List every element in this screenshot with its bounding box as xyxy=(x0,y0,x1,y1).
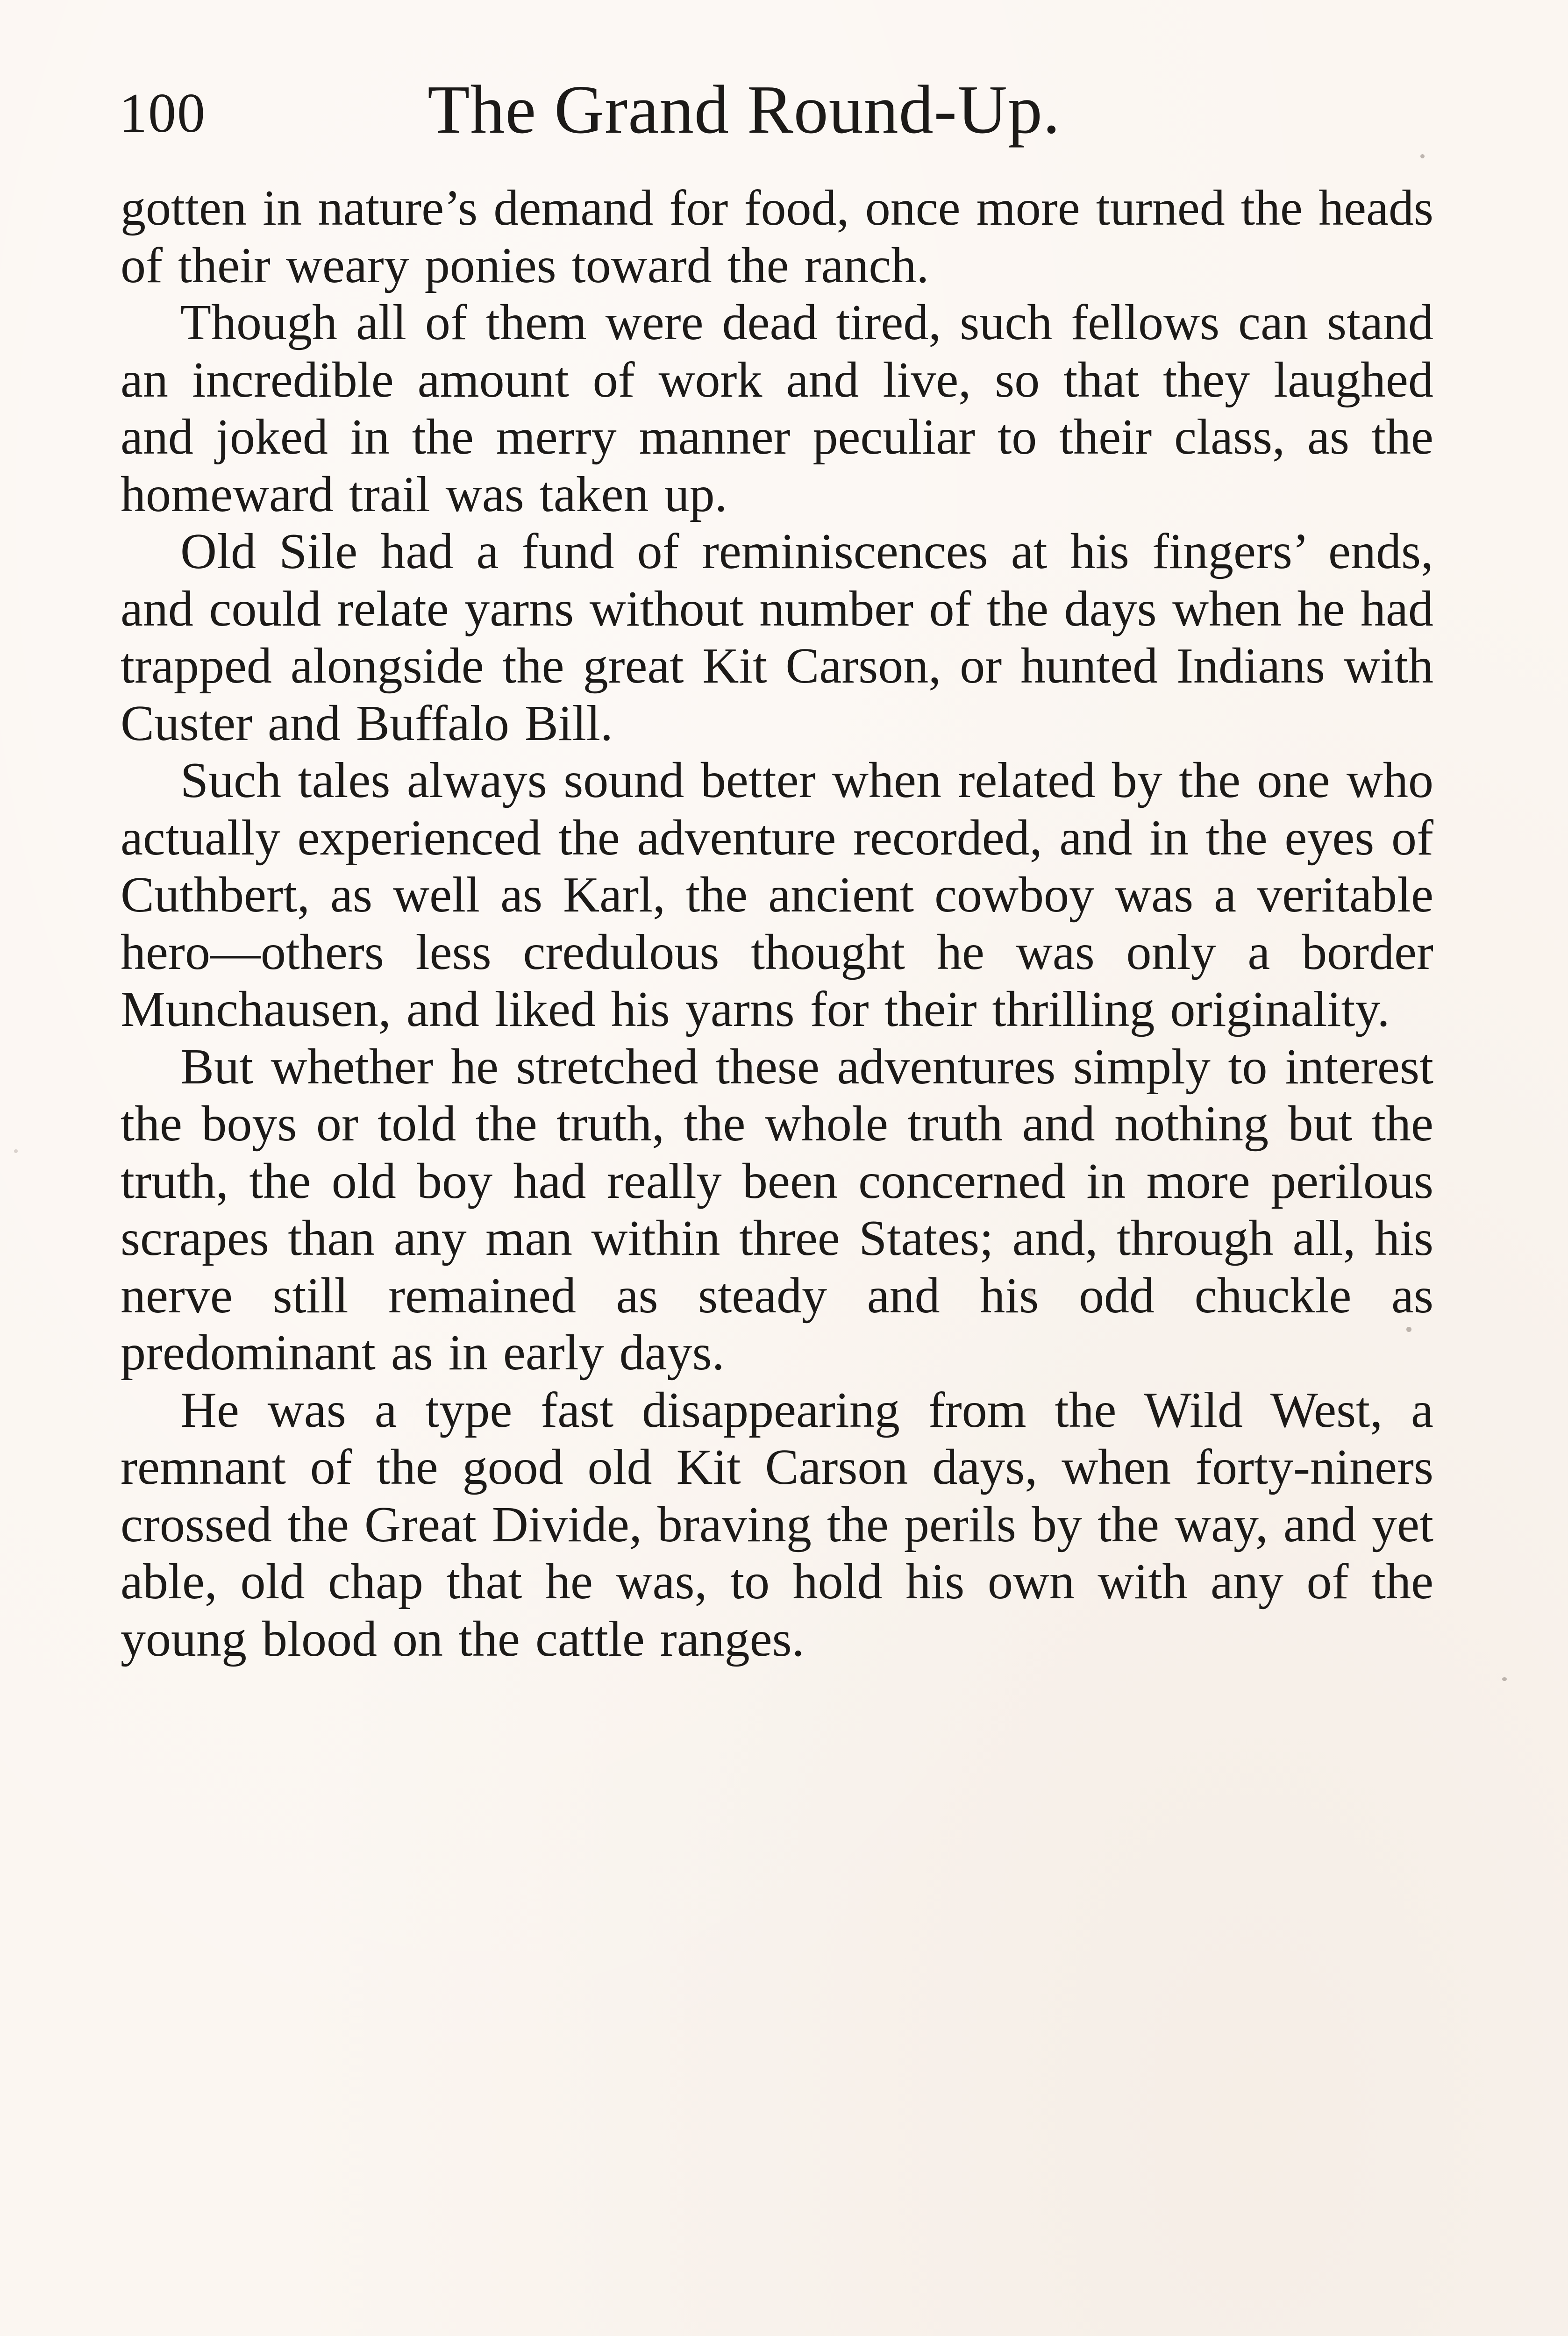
paper-speck xyxy=(1028,1289,1034,1297)
paragraph-2: Though all of them were dead tired, such fellows can stand an incredible amount of work and live, so that they laughed and joked in the merry manner peculiar to their class, as the homeward trail was taken up. xyxy=(121,295,1433,522)
paper-speck xyxy=(14,1149,18,1153)
page-number: 100 xyxy=(119,82,206,144)
paper-speck xyxy=(1420,154,1425,158)
paragraph-3: Old Sile had a fund of reminiscences at his fingers’ ends, and could relate yarns without number of the days when he had trapped alongside the great Kit Carson, or hunted Indians with Custer and Buffalo Bill. xyxy=(121,524,1433,751)
paper-speck xyxy=(1502,1677,1507,1681)
running-head xyxy=(119,70,1446,159)
paragraph-6: He was a type fast disappearing from the Wild West, a remnant of the good old Kit Carson days, when forty-niners crossed the Great Divide, braving the perils by the way, and yet able, old chap that he was, to hold his own with any of the young blood on the cattle ranges. xyxy=(121,1382,1433,1667)
paragraph-1: gotten in nature’s demand for food, once more turned the heads of their weary ponies toward the ranch. xyxy=(121,180,1433,293)
paragraph-5: But whether he stretched these adventures simply to interest the boys or told the truth, the whole truth and nothing but the truth, the old boy had really been concerned in more perilous scrapes than any man within three States; and, through all, his nerve still remained as steady and his odd chuckle as predominant as in early days. xyxy=(121,1039,1433,1381)
running-title: The Grand Round-Up. xyxy=(428,71,1061,148)
body-text xyxy=(121,180,1433,1668)
paragraph-4: Such tales always sound better when related by the one who actually experienced the adventure recorded, and in the eyes of Cuthbert, as well as Karl, the ancient cowboy was a veritable hero—others less credulous thought he was only a border Munchausen, and liked his yarns for their thrilling originality. xyxy=(121,753,1433,1037)
paper-speck xyxy=(1406,1327,1411,1332)
